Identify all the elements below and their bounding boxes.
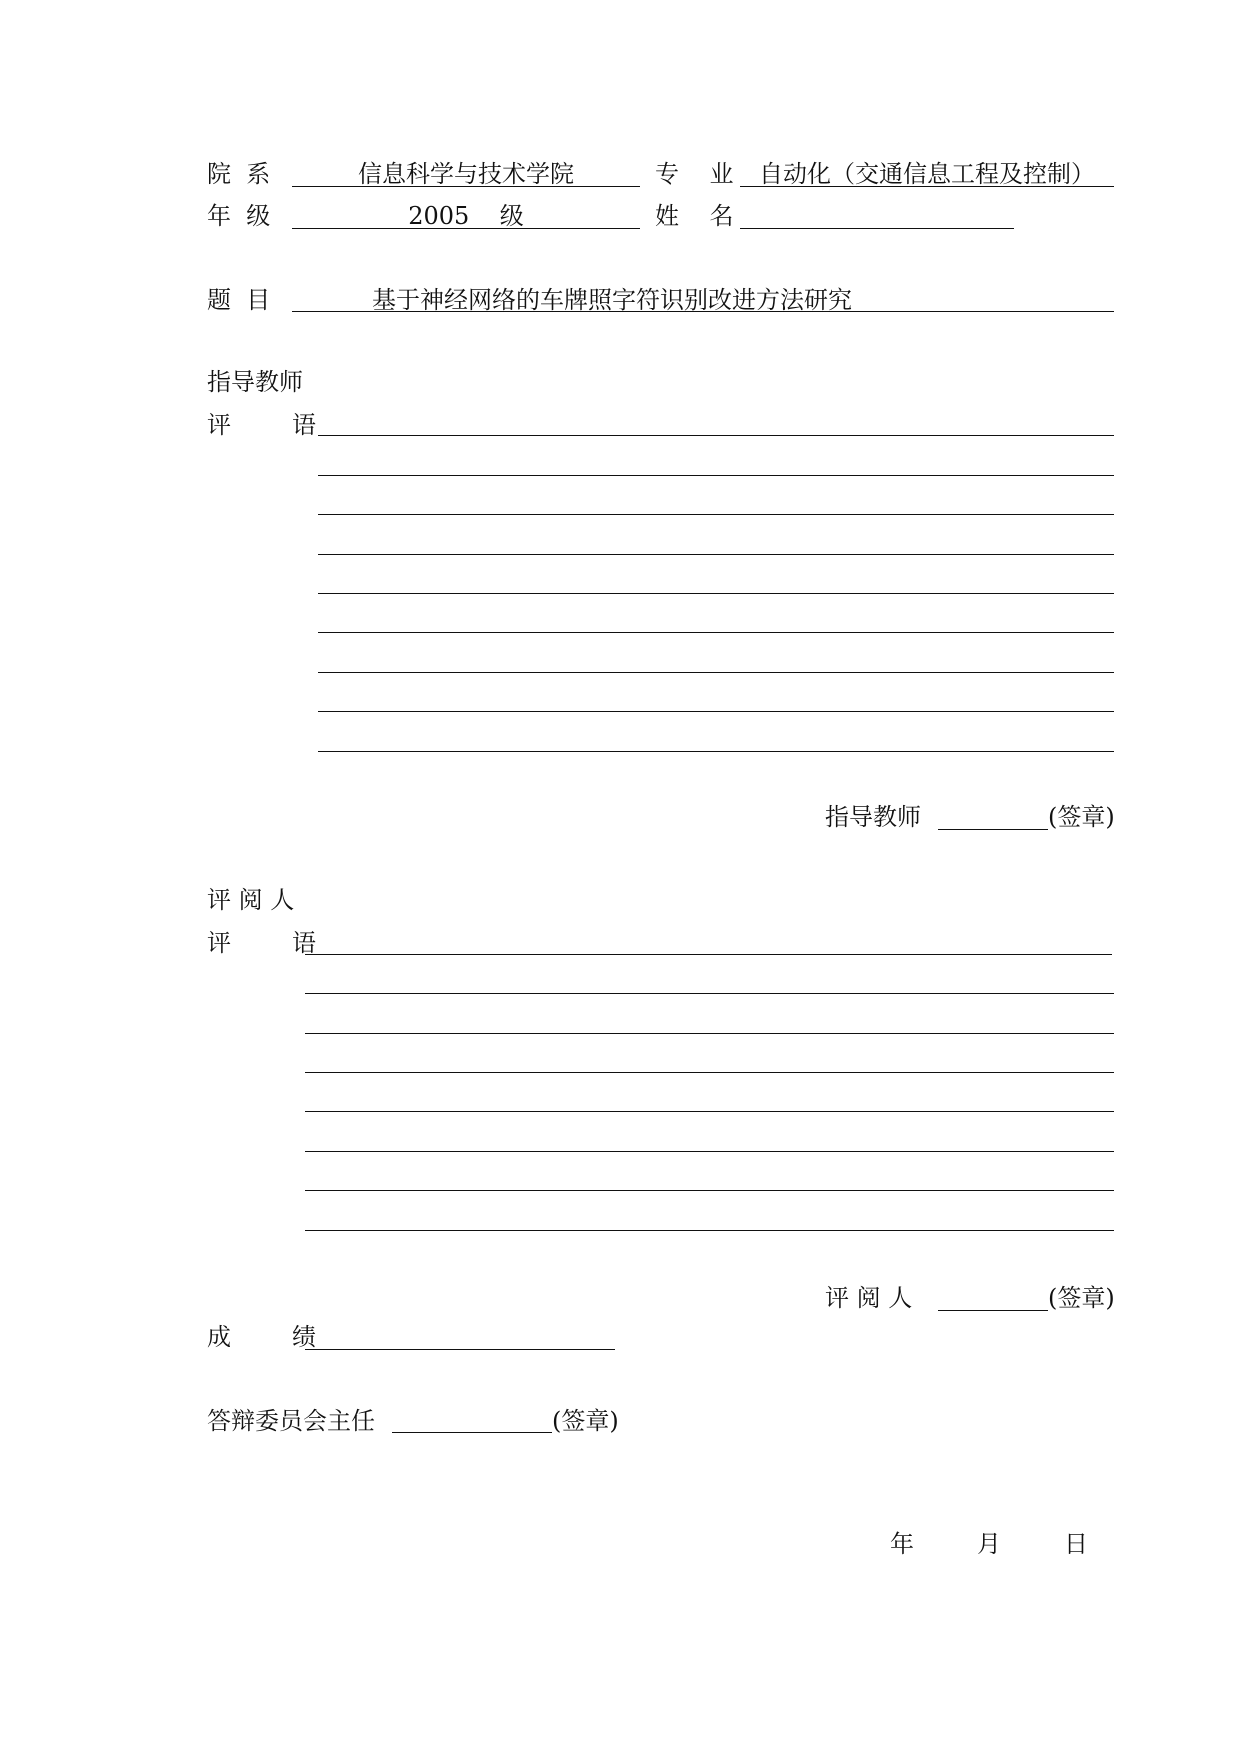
name-label: 姓 名 [655,202,734,230]
advisor-comment-line [318,514,1114,515]
advisor-comment-line [318,554,1114,555]
advisor-comment-line [318,632,1114,633]
advisor-heading: 指导教师 [207,368,303,396]
reviewer-comment-line [305,1151,1114,1152]
major-underline [740,186,1114,187]
date-year: 年 [890,1530,914,1558]
advisor-comment-label: 评 语 [207,411,317,439]
advisor-comment-line [318,751,1114,752]
advisor-comment-line [318,435,1114,436]
advisor-signature-line [938,829,1048,830]
committee-label: 答辩委员会主任 [207,1407,375,1435]
advisor-comment-line [318,475,1114,476]
major-value: 自动化（交通信息工程及控制） [759,160,1095,188]
advisor-comment-line [318,672,1114,673]
reviewer-comment-line [305,993,1114,994]
reviewer-comment-line [305,1230,1114,1231]
advisor-comment-line [318,593,1114,594]
date-month: 月 [977,1530,1001,1558]
topic-value: 基于神经网络的车牌照字符识别改进方法研究 [372,286,852,314]
reviewer-comment-line [305,1190,1114,1191]
reviewer-comment-line [305,1033,1114,1034]
name-underline [740,228,1014,229]
reviewer-signature-line [938,1310,1048,1311]
advisor-signature-suffix: (签章) [1048,803,1115,831]
grade-value: 2005 级 [408,202,524,230]
committee-signature-suffix: (签章) [552,1407,619,1435]
topic-label: 题 目 [207,286,271,314]
major-label: 专 业 [655,160,734,188]
grade-underline [292,228,640,229]
department-label: 院 系 [207,160,271,188]
score-underline [305,1349,615,1350]
topic-underline [292,311,1114,312]
department-underline [292,186,640,187]
score-label: 成 绩 [207,1323,317,1351]
reviewer-comment-label: 评 语 [207,929,317,957]
advisor-comment-line [318,711,1114,712]
reviewer-comment-line [305,1072,1114,1073]
date-day: 日 [1064,1530,1088,1558]
grade-label: 年 级 [207,202,271,230]
department-value: 信息科学与技术学院 [358,160,574,188]
reviewer-signature-label: 评 阅 人 [825,1284,913,1312]
reviewer-heading: 评 阅 人 [207,886,295,914]
committee-signature-line [392,1432,552,1433]
advisor-signature-label: 指导教师 [825,803,921,831]
reviewer-signature-suffix: (签章) [1048,1284,1115,1312]
reviewer-comment-line [305,1111,1114,1112]
reviewer-comment-line [305,954,1112,955]
